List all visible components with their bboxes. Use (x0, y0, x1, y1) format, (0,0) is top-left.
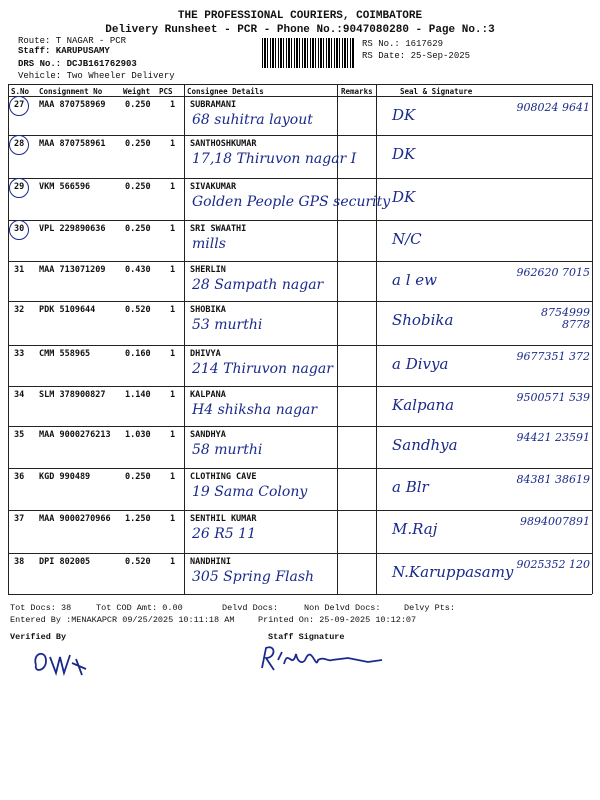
row-sno: 27 (14, 100, 25, 110)
row-consignee-name: CLOTHING CAVE (190, 472, 257, 482)
row-weight: 0.520 (125, 305, 151, 315)
row-sno: 28 (14, 139, 25, 149)
row-handwritten-address: 214 Thiruvon nagar (192, 361, 333, 377)
row-consignment-no: MAA 9000276213 (39, 430, 111, 440)
row-consignment-no: MAA 870758969 (39, 100, 106, 110)
row-pcs: 1 (170, 139, 176, 149)
row-handwritten-signature: Kalpana (392, 396, 455, 414)
row-sno: 38 (14, 557, 25, 567)
row-handwritten-signature: N.Karuppasamy (392, 563, 514, 581)
row-weight: 0.250 (125, 139, 151, 149)
row-handwritten-address: 19 Sama Colony (192, 484, 308, 500)
tot-cod: Tot COD Amt: 0.00 (96, 603, 183, 613)
barcode (262, 38, 354, 68)
row-weight: 0.160 (125, 349, 151, 359)
row-handwritten-signature: a Divya (392, 355, 449, 373)
col-consignee: Consignee Details (187, 87, 264, 96)
row-consignee-name: SANTHOSHKUMAR (190, 139, 257, 149)
row-handwritten-signature: DK (392, 145, 416, 163)
row-pcs: 1 (170, 472, 176, 482)
row-weight: 1.250 (125, 514, 151, 524)
row-consignee-name: KALPANA (190, 390, 226, 400)
row-handwritten-phone: 84381 38619 (516, 473, 590, 486)
row-handwritten-signature: N/C (392, 230, 422, 248)
vehicle-label: Vehicle: Two Wheeler Delivery (18, 71, 175, 81)
row-handwritten-signature: Shobika (392, 311, 454, 329)
row-handwritten-phone: 9677351 372 (516, 350, 590, 363)
sno-circle-mark (9, 135, 29, 155)
row-consignment-no: DPI 802005 (39, 557, 91, 567)
row-handwritten-phone: 9894007891 (520, 515, 590, 528)
row-handwritten-phone: 908024 9641 (516, 101, 590, 114)
row-sno: 32 (14, 305, 25, 315)
delvd-docs: Delvd Docs: (222, 603, 279, 613)
row-consignee-name: SUBRAMANI (190, 100, 237, 110)
row-handwritten-address: H4 shiksha nagar (192, 402, 318, 418)
row-consignee-name: SIVAKUMAR (190, 182, 237, 192)
row-pcs: 1 (170, 390, 176, 400)
row-consignment-no: MAA 713071209 (39, 265, 106, 275)
row-handwritten-address: 305 Spring Flash (192, 569, 315, 585)
row-pcs: 1 (170, 182, 176, 192)
rs-no: RS No.: 1617629 (362, 39, 444, 49)
row-pcs: 1 (170, 100, 176, 110)
row-consignee-name: DHIVYA (190, 349, 221, 359)
row-handwritten-address: Golden People GPS security (192, 194, 391, 210)
row-sno: 34 (14, 390, 25, 400)
row-consignee-name: SRI SWAATHI (190, 224, 247, 234)
non-delvd-docs: Non Delvd Docs: (304, 603, 381, 613)
sno-circle-mark (9, 96, 29, 116)
row-handwritten-address: 58 murthi (192, 442, 263, 458)
row-handwritten-phone: 9025352 120 (516, 558, 590, 571)
row-sno: 29 (14, 182, 25, 192)
row-consignment-no: MAA 9000270966 (39, 514, 111, 524)
row-consignment-no: MAA 870758961 (39, 139, 106, 149)
row-handwritten-phone: 962620 7015 (516, 266, 590, 279)
row-consignment-no: VPL 229890636 (39, 224, 106, 234)
row-consignment-no: VKM 566596 (39, 182, 91, 192)
row-sno: 30 (14, 224, 25, 234)
row-handwritten-signature: DK (392, 106, 416, 124)
col-pcs: PCS (159, 87, 173, 96)
entered-by: Entered By :MENAKAPCR 09/25/2025 10:11:18 AM (10, 615, 235, 625)
row-handwritten-signature: a Blr (392, 478, 429, 496)
row-consignment-no: PDK 5109644 (39, 305, 96, 315)
verified-by-label: Verified By (10, 632, 67, 642)
row-handwritten-signature: DK (392, 188, 416, 206)
row-weight: 0.520 (125, 557, 151, 567)
row-weight: 1.030 (125, 430, 151, 440)
row-consignment-no: CMM 558965 (39, 349, 91, 359)
row-handwritten-signature: M.Raj (392, 520, 438, 538)
col-sno: S.No (11, 87, 30, 96)
row-consignment-no: KGD 990489 (39, 472, 91, 482)
tot-docs: Tot Docs: 38 (10, 603, 72, 613)
row-consignment-no: SLM 378900827 (39, 390, 106, 400)
row-consignee-name: SHOBIKA (190, 305, 226, 315)
row-pcs: 1 (170, 349, 176, 359)
row-handwritten-signature: Sandhya (392, 436, 458, 454)
row-pcs: 1 (170, 514, 176, 524)
delvy-pts: Delvy Pts: (404, 603, 456, 613)
staff-signature (258, 640, 388, 680)
rs-date: RS Date: 25-Sep-2025 (362, 51, 471, 61)
col-consignment: Consignment No (39, 87, 103, 96)
company-title: THE PROFESSIONAL COURIERS, COIMBATORE (177, 10, 423, 22)
row-sno: 37 (14, 514, 25, 524)
row-pcs: 1 (170, 557, 176, 567)
row-handwritten-signature: a l ew (392, 271, 437, 289)
verified-signature (30, 645, 90, 685)
row-consignee-name: SENTHIL KUMAR (190, 514, 257, 524)
printed-on: Printed On: 25-09-2025 10:12:07 (258, 615, 417, 625)
row-weight: 0.250 (125, 182, 151, 192)
row-handwritten-phone: 8754999 8778 (541, 306, 590, 331)
row-consignee-name: SHERLIN (190, 265, 226, 275)
row-pcs: 1 (170, 224, 176, 234)
row-sno: 31 (14, 265, 25, 275)
row-handwritten-address: 17,18 Thiruvon nagar I (192, 151, 357, 167)
row-pcs: 1 (170, 305, 176, 315)
row-consignee-name: SANDHYA (190, 430, 226, 440)
route-label: Route: T NAGAR - PCR (18, 36, 127, 46)
row-handwritten-address: 28 Sampath nagar (192, 277, 324, 293)
staff-label: Staff: KARUPUSAMY (18, 46, 110, 56)
sno-circle-mark (9, 178, 29, 198)
row-handwritten-phone: 94421 23591 (516, 431, 590, 444)
row-sno: 35 (14, 430, 25, 440)
row-consignee-name: NANDHINI (190, 557, 231, 567)
drs-label: DRS No.: DCJB161762903 (18, 59, 137, 69)
row-weight: 0.250 (125, 224, 151, 234)
row-pcs: 1 (170, 265, 176, 275)
staff-signature-label: Staff Signature (268, 632, 345, 642)
row-sno: 36 (14, 472, 25, 482)
row-handwritten-address: 26 R5 11 (192, 526, 256, 542)
row-weight: 0.430 (125, 265, 151, 275)
runsheet-subtitle: Delivery Runsheet - PCR - Phone No.:9047080280 - Page No.:3 (105, 24, 495, 36)
row-handwritten-phone: 9500571 539 (516, 391, 590, 404)
col-remarks: Remarks (341, 87, 373, 96)
row-pcs: 1 (170, 430, 176, 440)
col-weight: Weight (123, 87, 151, 96)
row-handwritten-address: 53 murthi (192, 317, 263, 333)
row-handwritten-address: mills (192, 236, 226, 252)
row-weight: 0.250 (125, 100, 151, 110)
sno-circle-mark (9, 220, 29, 240)
row-weight: 1.140 (125, 390, 151, 400)
row-handwritten-address: 68 suhitra layout (192, 112, 313, 128)
row-weight: 0.250 (125, 472, 151, 482)
row-sno: 33 (14, 349, 25, 359)
col-seal-signature: Seal & Signature (400, 87, 473, 96)
